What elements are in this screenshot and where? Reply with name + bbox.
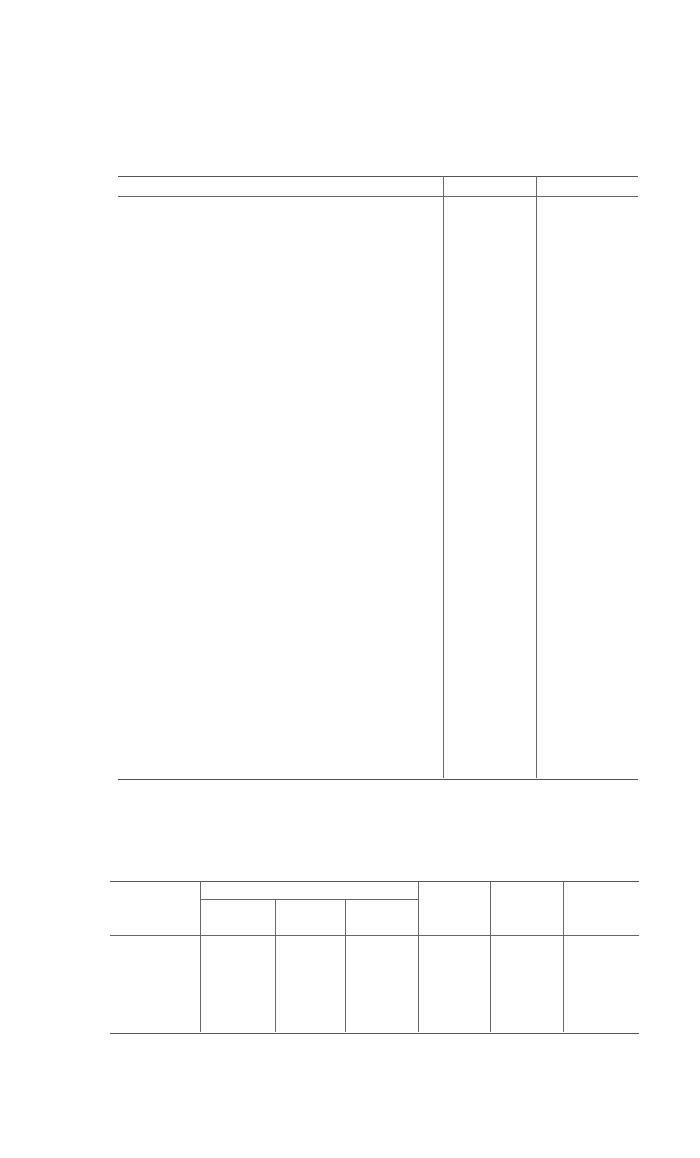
table13-frame (110, 881, 639, 1034)
t13-vline-2 (275, 899, 276, 1032)
t13-vline-4 (418, 881, 419, 1032)
t13-vline-3 (345, 899, 346, 1032)
table12-col-divider-2 (536, 176, 537, 778)
t13-hline-sub (200, 899, 418, 900)
t13-vline-1 (200, 881, 201, 1032)
t13-hline-head (110, 935, 639, 936)
table12-header-rule (118, 196, 638, 197)
t13-vline-5 (490, 881, 491, 1032)
table12-col-divider-1 (443, 176, 444, 778)
t13-vline-6 (563, 881, 564, 1032)
table12-frame (118, 176, 638, 780)
